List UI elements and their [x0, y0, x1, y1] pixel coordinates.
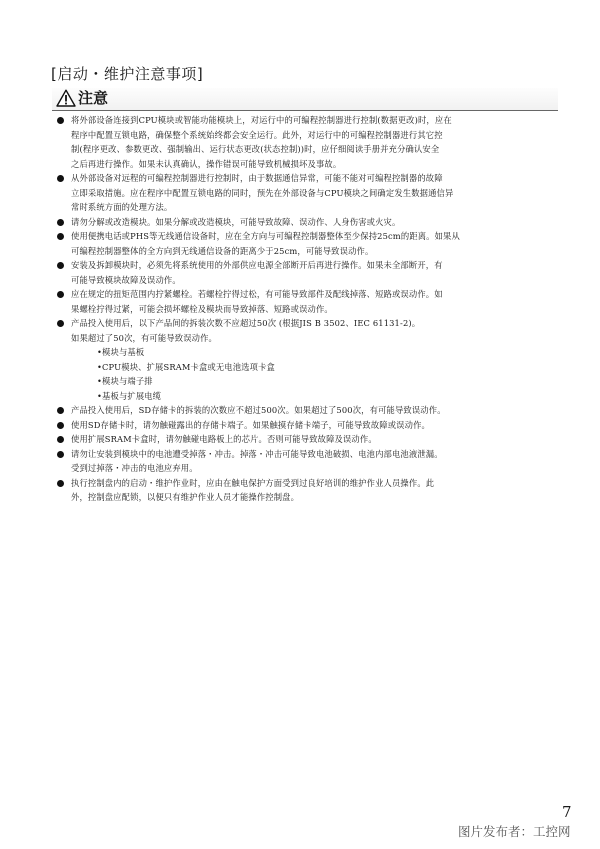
caution-text-line: 产品投入使用后，SD存储卡的拆装的次数应不超过500次。如果超过了500次，有可能导致误动作。 — [71, 405, 446, 415]
bullet-icon — [57, 219, 64, 226]
caution-item — [52, 447, 562, 476]
caution-text-line: 如果超过了50次，有可能导致误动作。 — [71, 332, 218, 343]
caution-text-line: 使用扩展SRAM卡盒时，请勿触碰电路板上的芯片。否则可能导致故障及误动作。 — [71, 434, 377, 444]
bullet-icon — [57, 451, 64, 458]
bullet-icon — [57, 407, 64, 414]
caution-text-line: 产品投入使用后，以下产品间的拆装次数不应超过50次 (根据JIS B 3502、IEC 61131-2)。 — [71, 318, 421, 328]
sub-list-item: •模块与基板 — [97, 347, 145, 357]
caution-text-line: 程序中配置互锁电路，确保整个系统始终都会安全运行。此外，对运行中的可编程控制器进行其它控 — [71, 129, 443, 140]
bullet-icon — [57, 422, 64, 429]
caution-text-line: 果螺栓拧得过紧，可能会损坏螺栓及模块而导致掉落、短路或误动作。 — [71, 303, 333, 314]
bullet-icon — [57, 233, 64, 240]
watermark: 图片发布者：工控网 — [458, 824, 571, 839]
caution-list — [52, 113, 562, 505]
bullet-icon — [57, 117, 64, 124]
bullet-icon — [57, 262, 64, 269]
caution-item — [52, 418, 562, 433]
caution-header — [52, 88, 558, 111]
caution-text-line: 使用SD存储卡时，请勿触碰露出的存储卡端子。如果触摸存储卡端子，可能导致故障或误动作。 — [71, 419, 430, 430]
bullet-icon — [57, 320, 64, 327]
caution-text-line: 制(程序更改、参数更改、强制输出、运行状态更改(状态控制))时，应仔细阅读手册并充分确认安全 — [71, 144, 440, 154]
caution-text-line: 外，控制盘应配锁，以便只有维护作业人员才能操作控制盘。 — [71, 492, 300, 502]
caution-text-line: 将外部设备连接到CPU模块或智能功能模块上，对运行中的可编程控制器进行控制(数据更改)时，应在 — [71, 115, 452, 125]
caution-item — [52, 476, 562, 505]
caution-item — [52, 215, 562, 230]
caution-item — [52, 432, 562, 447]
caution-text-line: 请勿让安装到模块中的电池遭受掉落・冲击。掉落・冲击可能导致电池破损、电池内部电池液泄漏。 — [71, 448, 443, 459]
sub-list-item: •基板与扩展电缆 — [97, 390, 162, 401]
caution-text-line: 应在规定的扭矩范围内拧紧螺栓。若螺栓拧得过松，有可能导致部件及配线掉落、短路或误动作。如 — [71, 289, 443, 299]
caution-text-line: 可编程控制器整体的全方向到无线通信设备的距离少于25cm，可能导致误动作。 — [71, 245, 374, 256]
caution-text-line: 之后再进行操作。如果未认真确认，操作错误可能导致机械损坏及事故。 — [71, 158, 342, 169]
caution-text-line: 可能导致模块故障及误动作。 — [71, 274, 181, 285]
caution-item — [52, 403, 562, 418]
page-title: [启动・维护注意事项] — [51, 65, 204, 83]
caution-item — [52, 287, 562, 316]
caution-item — [52, 316, 562, 403]
caution-label: 注意 — [78, 89, 109, 107]
sub-list-item: •模块与端子排 — [97, 376, 153, 386]
page-number: 7 — [562, 803, 572, 821]
caution-text-line: 安装及拆卸模块时，必须先将系统使用的外部供应电源全部断开后再进行操作。如果未全部断开，有 — [71, 260, 443, 270]
caution-text-line: 立即采取措施。应在程序中配置互锁电路的同时，预先在外部设备与CPU模块之间确定发生数据通信异 — [71, 187, 454, 198]
warning-triangle-icon — [56, 89, 76, 107]
caution-text-line: 常时系统方面的处理方法。 — [71, 202, 173, 212]
bullet-icon — [57, 436, 64, 443]
caution-item — [52, 171, 562, 215]
bullet-icon — [57, 291, 64, 298]
bullet-icon — [57, 175, 64, 182]
caution-text-line: 请勿分解或改造模块。如果分解或改造模块，可能导致故障、误动作、人身伤害或火灾。 — [71, 216, 401, 227]
caution-text-line: 执行控制盘内的启动・维护作业时，应由在触电保护方面受到过良好培训的维护作业人员操作。此 — [71, 477, 435, 488]
sub-list-item: •CPU模块、扩展SRAM卡盒或无电池选项卡盒 — [97, 361, 275, 372]
bullet-icon — [57, 480, 64, 487]
caution-text-line: 使用便携电话或PHS等无线通信设备时，应在全方向与可编程控制器整体至少保持25cm的距离。如果从 — [71, 231, 460, 241]
caution-item — [52, 113, 562, 171]
caution-text-line: 从外部设备对远程的可编程控制器进行控制时，由于数据通信异常，可能不能对可编程控制器的故障 — [71, 173, 443, 183]
caution-text-line: 受到过掉落・冲击的电池应弃用。 — [71, 463, 198, 473]
caution-item — [52, 258, 562, 287]
caution-item — [52, 229, 562, 258]
